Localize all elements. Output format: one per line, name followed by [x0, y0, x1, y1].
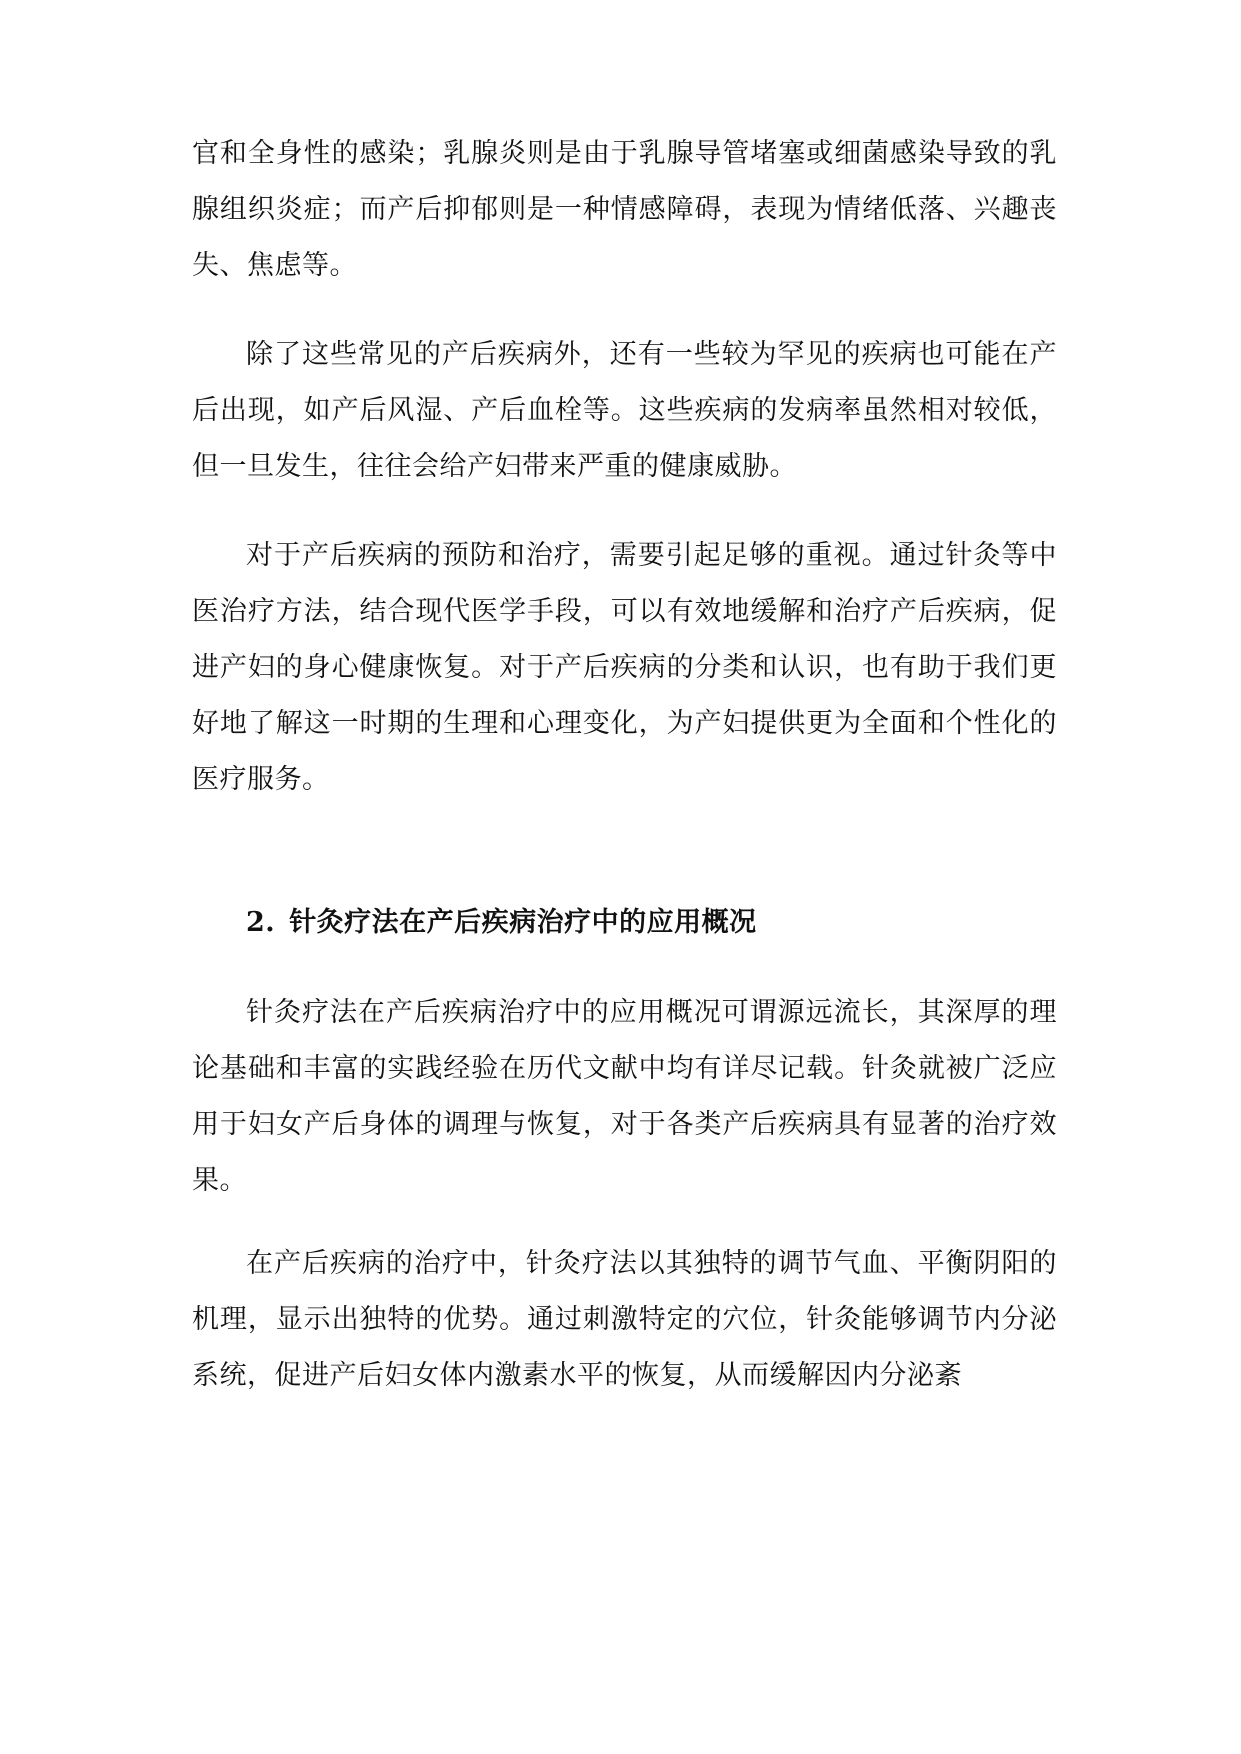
section-title: 针灸疗法在产后疾病治疗中的应用概况 — [289, 907, 757, 938]
section-heading — [246, 895, 757, 951]
paragraph-text: 官和全身性的感染；乳腺炎则是由于乳腺导管堵塞或细菌感染导致的乳腺组织炎症；而产后抑郁则是一种情感障碍，表现为情绪低落、兴趣丧失、焦虑等。 — [192, 138, 1057, 281]
paragraph-text: 针灸疗法在产后疾病治疗中的应用概况可谓源远流长，其深厚的理论基础和丰富的实践经验在历代文献中均有详尽记载。针灸就被广泛应用于妇女产后身体的调理与恢复，对于各类产后疾病具有显著的治疗效果。 — [192, 997, 1057, 1196]
paragraph-text: 除了这些常见的产后疾病外，还有一些较为罕见的疾病也可能在产后出现，如产后风湿、产后血栓等。这些疾病的发病率虽然相对较低，但一旦发生，往往会给产妇带来严重的健康威胁。 — [192, 339, 1057, 482]
paragraph-prevention-treatment — [192, 528, 1057, 808]
paragraph-acupuncture-overview — [192, 985, 1057, 1209]
paragraph-rare-diseases — [192, 327, 1057, 495]
paragraph-text: 对于产后疾病的预防和治疗，需要引起足够的重视。通过针灸等中医治疗方法，结合现代医学手段，可以有效地缓解和治疗产后疾病，促进产妇的身心健康恢复。对于产后疾病的分类和认识，也有助于我们更好地了解这一时期的生理和心理变化，为产妇提供更为全面和个性化的医疗服务。 — [192, 540, 1057, 795]
paragraph-postpartum-infections — [192, 126, 1057, 294]
paragraph-text: 在产后疾病的治疗中，针灸疗法以其独特的调节气血、平衡阴阳的机理，显示出独特的优势。通过刺激特定的穴位，针灸能够调节内分泌系统，促进产后妇女体内激素水平的恢复，从而缓解因内分泌紊 — [192, 1248, 1057, 1391]
section-number: 2. — [246, 907, 276, 938]
paragraph-acupuncture-mechanism — [192, 1236, 1057, 1404]
